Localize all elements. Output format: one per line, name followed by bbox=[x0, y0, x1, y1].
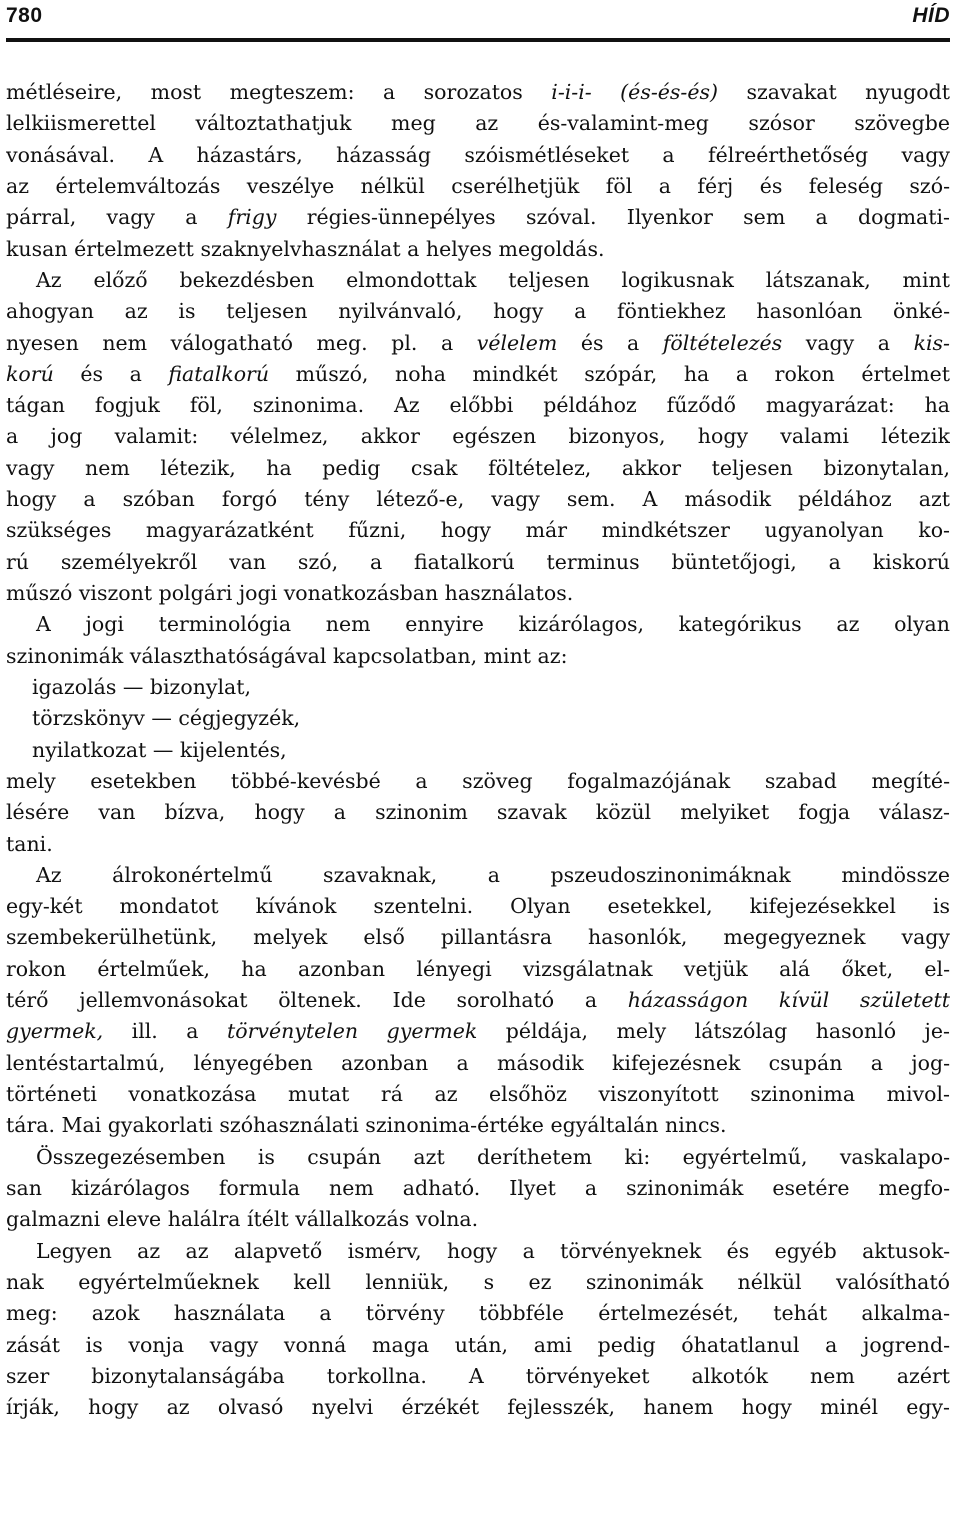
text-run: lelkiismerettel változtathatjuk meg az és-valamint-meg szósor szövegbe bbox=[6, 111, 950, 136]
journal-name: HÍD bbox=[912, 4, 950, 27]
text-line bbox=[6, 1267, 950, 1298]
text-run: nyilatkozat — kijelentés, bbox=[32, 737, 287, 762]
text-line bbox=[6, 77, 950, 108]
text-run: rokon értelműek, ha azonban lényegi vizsgálatnak vetjük alá őket, el- bbox=[6, 956, 950, 981]
text-line bbox=[6, 1142, 950, 1173]
text-line bbox=[6, 641, 950, 672]
text-line bbox=[6, 234, 950, 265]
text-run: nyesen nem válogatható meg. pl. a bbox=[6, 330, 477, 355]
text-line bbox=[6, 1236, 950, 1267]
text-run: tani. bbox=[6, 831, 53, 856]
text-line bbox=[6, 860, 950, 891]
text-run: szavakat nyugodt bbox=[718, 80, 950, 104]
running-head bbox=[6, 4, 950, 32]
text-line bbox=[6, 484, 950, 515]
page-number: 780 bbox=[6, 4, 43, 27]
text-run: Összegezésemben is csupán azt deríthetem ki: egyértelmű, vaskalapo- bbox=[36, 1144, 950, 1169]
text-line bbox=[6, 829, 950, 860]
text-line bbox=[6, 766, 950, 797]
text-line bbox=[6, 515, 950, 546]
text-run: szükséges magyarázatként fűzni, hogy már mindkétszer ugyanolyan ko- bbox=[6, 518, 950, 543]
italic-term: törvénytelen gyermek bbox=[227, 1019, 478, 1044]
text-run: hogy a szóban forgó tény létező-e, vagy sem. A második példához azt bbox=[6, 487, 950, 512]
text-line bbox=[6, 578, 950, 609]
italic-term: i-i-i- (és-és-és) bbox=[551, 80, 718, 104]
text-line bbox=[6, 390, 950, 421]
text-run: lentéstartalmú, lényegében azonban a második kifejezésnek csupán a jog- bbox=[6, 1050, 950, 1075]
italic-term: kis- bbox=[913, 330, 950, 355]
text-line bbox=[6, 547, 950, 578]
list-item bbox=[6, 703, 950, 734]
text-line bbox=[6, 954, 950, 985]
italic-term: korú bbox=[6, 361, 54, 386]
italic-term: frigy bbox=[227, 205, 277, 230]
text-run: A jogi terminológia nem ennyire kizárólagos, kategórikus az olyan bbox=[36, 612, 950, 637]
text-line bbox=[6, 202, 950, 233]
text-run: rú személyekről van szó, a fiatalkorú terminus büntetőjogi, a kiskorú bbox=[6, 549, 950, 574]
text-run: vagy nem létezik, ha pedig csak föltételez, akkor teljesen bizonytalan, bbox=[6, 455, 950, 480]
header-rule bbox=[6, 38, 950, 42]
text-line bbox=[6, 891, 950, 922]
italic-term: fiatalkorú bbox=[168, 361, 270, 386]
text-run: történeti vonatkozása mutat rá az elsőhöz viszonyított szinonima mivol- bbox=[6, 1082, 950, 1106]
text-line bbox=[6, 609, 950, 640]
text-line bbox=[6, 140, 950, 171]
text-line bbox=[6, 1048, 950, 1079]
text-run: írják, hogy az olvasó nyelvi érzékét fejlesszék, hanem hogy minél egy- bbox=[6, 1395, 950, 1420]
list-item bbox=[6, 735, 950, 766]
italic-term: házasságon kívül született bbox=[627, 988, 950, 1013]
text-run: szembekerülhetünk, melyek első pillantásra hasonlók, megegyeznek vagy bbox=[6, 925, 950, 950]
text-run: műszó, noha mindkét szópár, ha a rokon értelmet bbox=[269, 361, 950, 386]
text-run: meg: azok használata a törvény többféle értelmezését, tehát alkalma- bbox=[6, 1301, 950, 1326]
text-run: san kizárólagos formula nem adható. Ilyet a szinonimák esetére megfo- bbox=[6, 1175, 950, 1200]
text-run: Az álrokonértelmű szavaknak, a pszeudoszinonimáknak mindössze bbox=[36, 862, 950, 887]
text-line bbox=[6, 1330, 950, 1361]
text-run: példája, mely látszólag hasonló je- bbox=[477, 1019, 950, 1044]
document-page bbox=[6, 0, 950, 1524]
text-run: nak egyértelműeknek kell lenniük, s ez szinonimák nélkül valósítható bbox=[6, 1269, 950, 1294]
text-run: szer bizonytalanságába torkollna. A törvényeket alkotók nem azért bbox=[6, 1363, 950, 1388]
text-line bbox=[6, 1110, 950, 1141]
text-line bbox=[6, 265, 950, 296]
text-run: és a bbox=[53, 361, 169, 386]
text-run: a jog valamit: vélelmez, akkor egészen bizonyos, hogy valami létezik bbox=[6, 424, 950, 449]
text-run: igazolás — bizonylat, bbox=[32, 674, 252, 699]
text-line bbox=[6, 1298, 950, 1329]
text-run: vonásával. A házastárs, házasság szóismétléseket a félreérthetőség vagy bbox=[6, 142, 950, 167]
text-run: törzskönyv — cégjegyzék, bbox=[32, 706, 301, 731]
text-line bbox=[6, 359, 950, 390]
text-line bbox=[6, 453, 950, 484]
italic-term: vélelem bbox=[476, 330, 558, 355]
text-run: métléseire, most megteszem: a sorozatos bbox=[6, 80, 552, 104]
text-line bbox=[6, 171, 950, 202]
text-run: az értelemváltozás veszélye nélkül cserélhetjük föl a férj és feleség szó- bbox=[6, 173, 950, 198]
text-line bbox=[6, 328, 950, 359]
text-run: lésére van bízva, hogy a szinonim szavak közül melyiket fogja válasz- bbox=[6, 800, 950, 825]
text-line bbox=[6, 1173, 950, 1204]
text-line bbox=[6, 985, 950, 1016]
text-run: vagy a bbox=[782, 330, 914, 355]
text-run: tágan fogjuk föl, szinonima. Az előbbi példához fűződő magyarázat: ha bbox=[6, 393, 950, 418]
text-run: galmazni eleve halálra ítélt vállalkozás volna. bbox=[6, 1207, 479, 1232]
text-run: régies-ünnepélyes szóval. Ilyenkor sem a dogmati- bbox=[276, 205, 950, 230]
text-run: ahogyan az is teljesen nyilvánvaló, hogy a föntiekhez hasonlóan önké- bbox=[6, 299, 950, 324]
text-run: Legyen az az alapvető ismérv, hogy a törvényeknek és egyéb aktusok- bbox=[36, 1238, 950, 1263]
text-run: zását is vonja vagy vonná maga után, ami pedig óhatatlanul a jogrend- bbox=[6, 1332, 950, 1357]
italic-term: gyermek, bbox=[6, 1019, 104, 1044]
text-run: tára. Mai gyakorlati szóhasználati szinonima-értéke egyáltalán nincs. bbox=[6, 1113, 727, 1138]
list-item bbox=[6, 672, 950, 703]
italic-term: föltételezés bbox=[662, 330, 783, 355]
text-line bbox=[6, 797, 950, 828]
text-run: Az előző bekezdésben elmondottak teljesen logikusnak látszanak, mint bbox=[36, 267, 950, 292]
text-run: párral, vagy a bbox=[6, 205, 228, 230]
text-run: ill. a bbox=[103, 1019, 227, 1044]
text-run: műszó viszont polgári jogi vonatkozásban használatos. bbox=[6, 581, 574, 605]
text-run: szinonimák választhatóságával kapcsolatban, mint az: bbox=[6, 643, 568, 668]
text-line bbox=[6, 108, 950, 139]
text-line bbox=[6, 296, 950, 327]
text-line bbox=[6, 1361, 950, 1392]
text-line bbox=[6, 1392, 950, 1423]
text-line bbox=[6, 922, 950, 953]
text-line bbox=[6, 421, 950, 452]
text-run: térő jellemvonásokat öltenek. Ide sorolható a bbox=[6, 988, 628, 1013]
text-run: egy-két mondatot kívánok szentelni. Olyan esetekkel, kifejezésekkel is bbox=[6, 894, 950, 919]
text-run: mely esetekben többé-kevésbé a szöveg fogalmazójának szabad megíté- bbox=[6, 768, 950, 793]
text-line bbox=[6, 1016, 950, 1047]
text-line bbox=[6, 1204, 950, 1235]
body-text bbox=[6, 77, 950, 1423]
text-line bbox=[6, 1079, 950, 1110]
text-run: és a bbox=[557, 330, 663, 355]
text-run: kusan értelmezett szaknyelvhasználat a helyes megoldás. bbox=[6, 236, 605, 261]
